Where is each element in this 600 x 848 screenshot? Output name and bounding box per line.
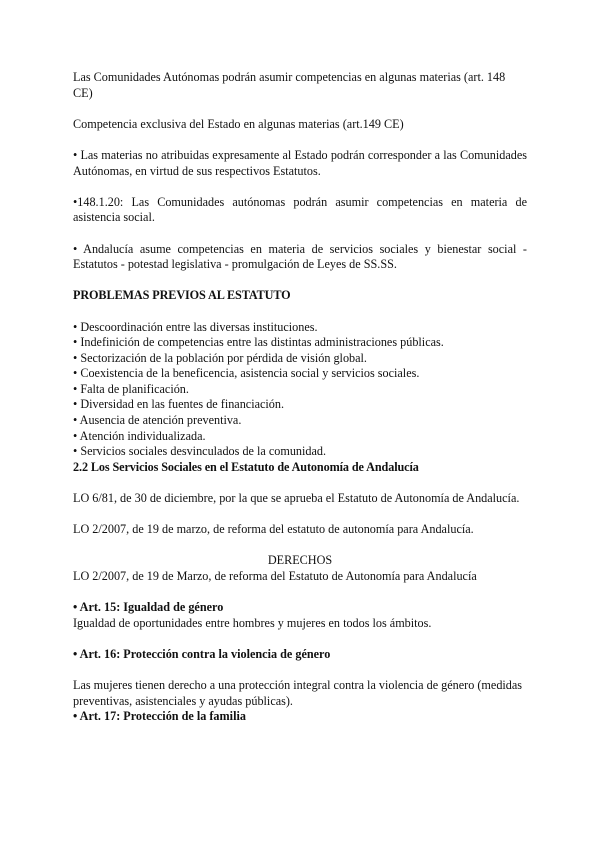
paragraph-derechos-subtitle: LO 2/2007, de 19 de Marzo, de reforma del Estatuto de Autonomía para Andalucía (73, 569, 477, 583)
list-item: • Diversidad en las fuentes de financiación. (73, 397, 285, 412)
paragraph-andalucia: • Andalucía asume competencias en materia de servicios sociales y bienestar social - Estatutos - potestad legislativa - promulgación de Leyes de SS.SS. (73, 241, 527, 272)
list-item: • Ausencia de atención preventiva. (73, 413, 242, 428)
heading-derechos: DERECHOS (267, 553, 333, 568)
heading-problemas: PROBLEMAS PREVIOS AL ESTATUTO (73, 288, 291, 303)
art-17-title: • Art. 17: Protección de la familia (73, 709, 246, 724)
paragraph-lo-2-2007: LO 2/2007, de 19 de marzo, de reforma del estatuto de autonomía para Andalucía. (73, 522, 474, 537)
art-16-title: • Art. 16: Protección contra la violencia de género (73, 646, 331, 661)
paragraph-art148: Las Comunidades Autónomas podrán asumir competencias en algunas materias (art. 148 CE) (73, 70, 506, 100)
list-item: • Servicios sociales desvinculados de la comunidad. (73, 444, 327, 459)
document-body (73, 70, 527, 725)
list-item: • Descoordinación entre las diversas instituciones. (73, 319, 318, 334)
list-item: • Coexistencia de la beneficencia, asistencia social y servicios sociales. (73, 366, 420, 381)
paragraph-lo-6-81: LO 6/81, de 30 de diciembre, por la que se aprueba el Estatuto de Autonomía de Andalucía. (73, 491, 520, 506)
paragraph-materias: • Las materias no atribuidas expresamente al Estado podrán corresponder a las Comunidades Autónomas, en virtud de sus respectivos Estatutos. (73, 147, 527, 178)
problemas-list (73, 320, 527, 460)
art-16-text: Las mujeres tienen derecho a una protección integral contra la violencia de género (medidas preventivas, asistenciales y ayudas públicas). (73, 678, 523, 708)
paragraph-148-1-20: •148.1.20: Las Comunidades autónomas podrán asumir competencias en materia de asistencia social. (73, 194, 527, 225)
paragraph-art149: Competencia exclusiva del Estado en algunas materias (art.149 CE) (73, 116, 404, 131)
art-15-title: • Art. 15: Igualdad de género (73, 600, 224, 615)
list-item: • Atención individualizada. (73, 428, 206, 443)
list-item: • Falta de planificación. (73, 381, 189, 396)
art-15-text: Igualdad de oportunidades entre hombres y mujeres en todos los ámbitos. (73, 615, 432, 630)
list-item: • Indefinición de competencias entre las distintas administraciones públicas. (73, 335, 444, 350)
heading-section-2-2: 2.2 Los Servicios Sociales en el Estatuto de Autonomía de Andalucía (73, 459, 419, 474)
list-item: • Sectorización de la población por pérdida de visión global. (73, 350, 367, 365)
